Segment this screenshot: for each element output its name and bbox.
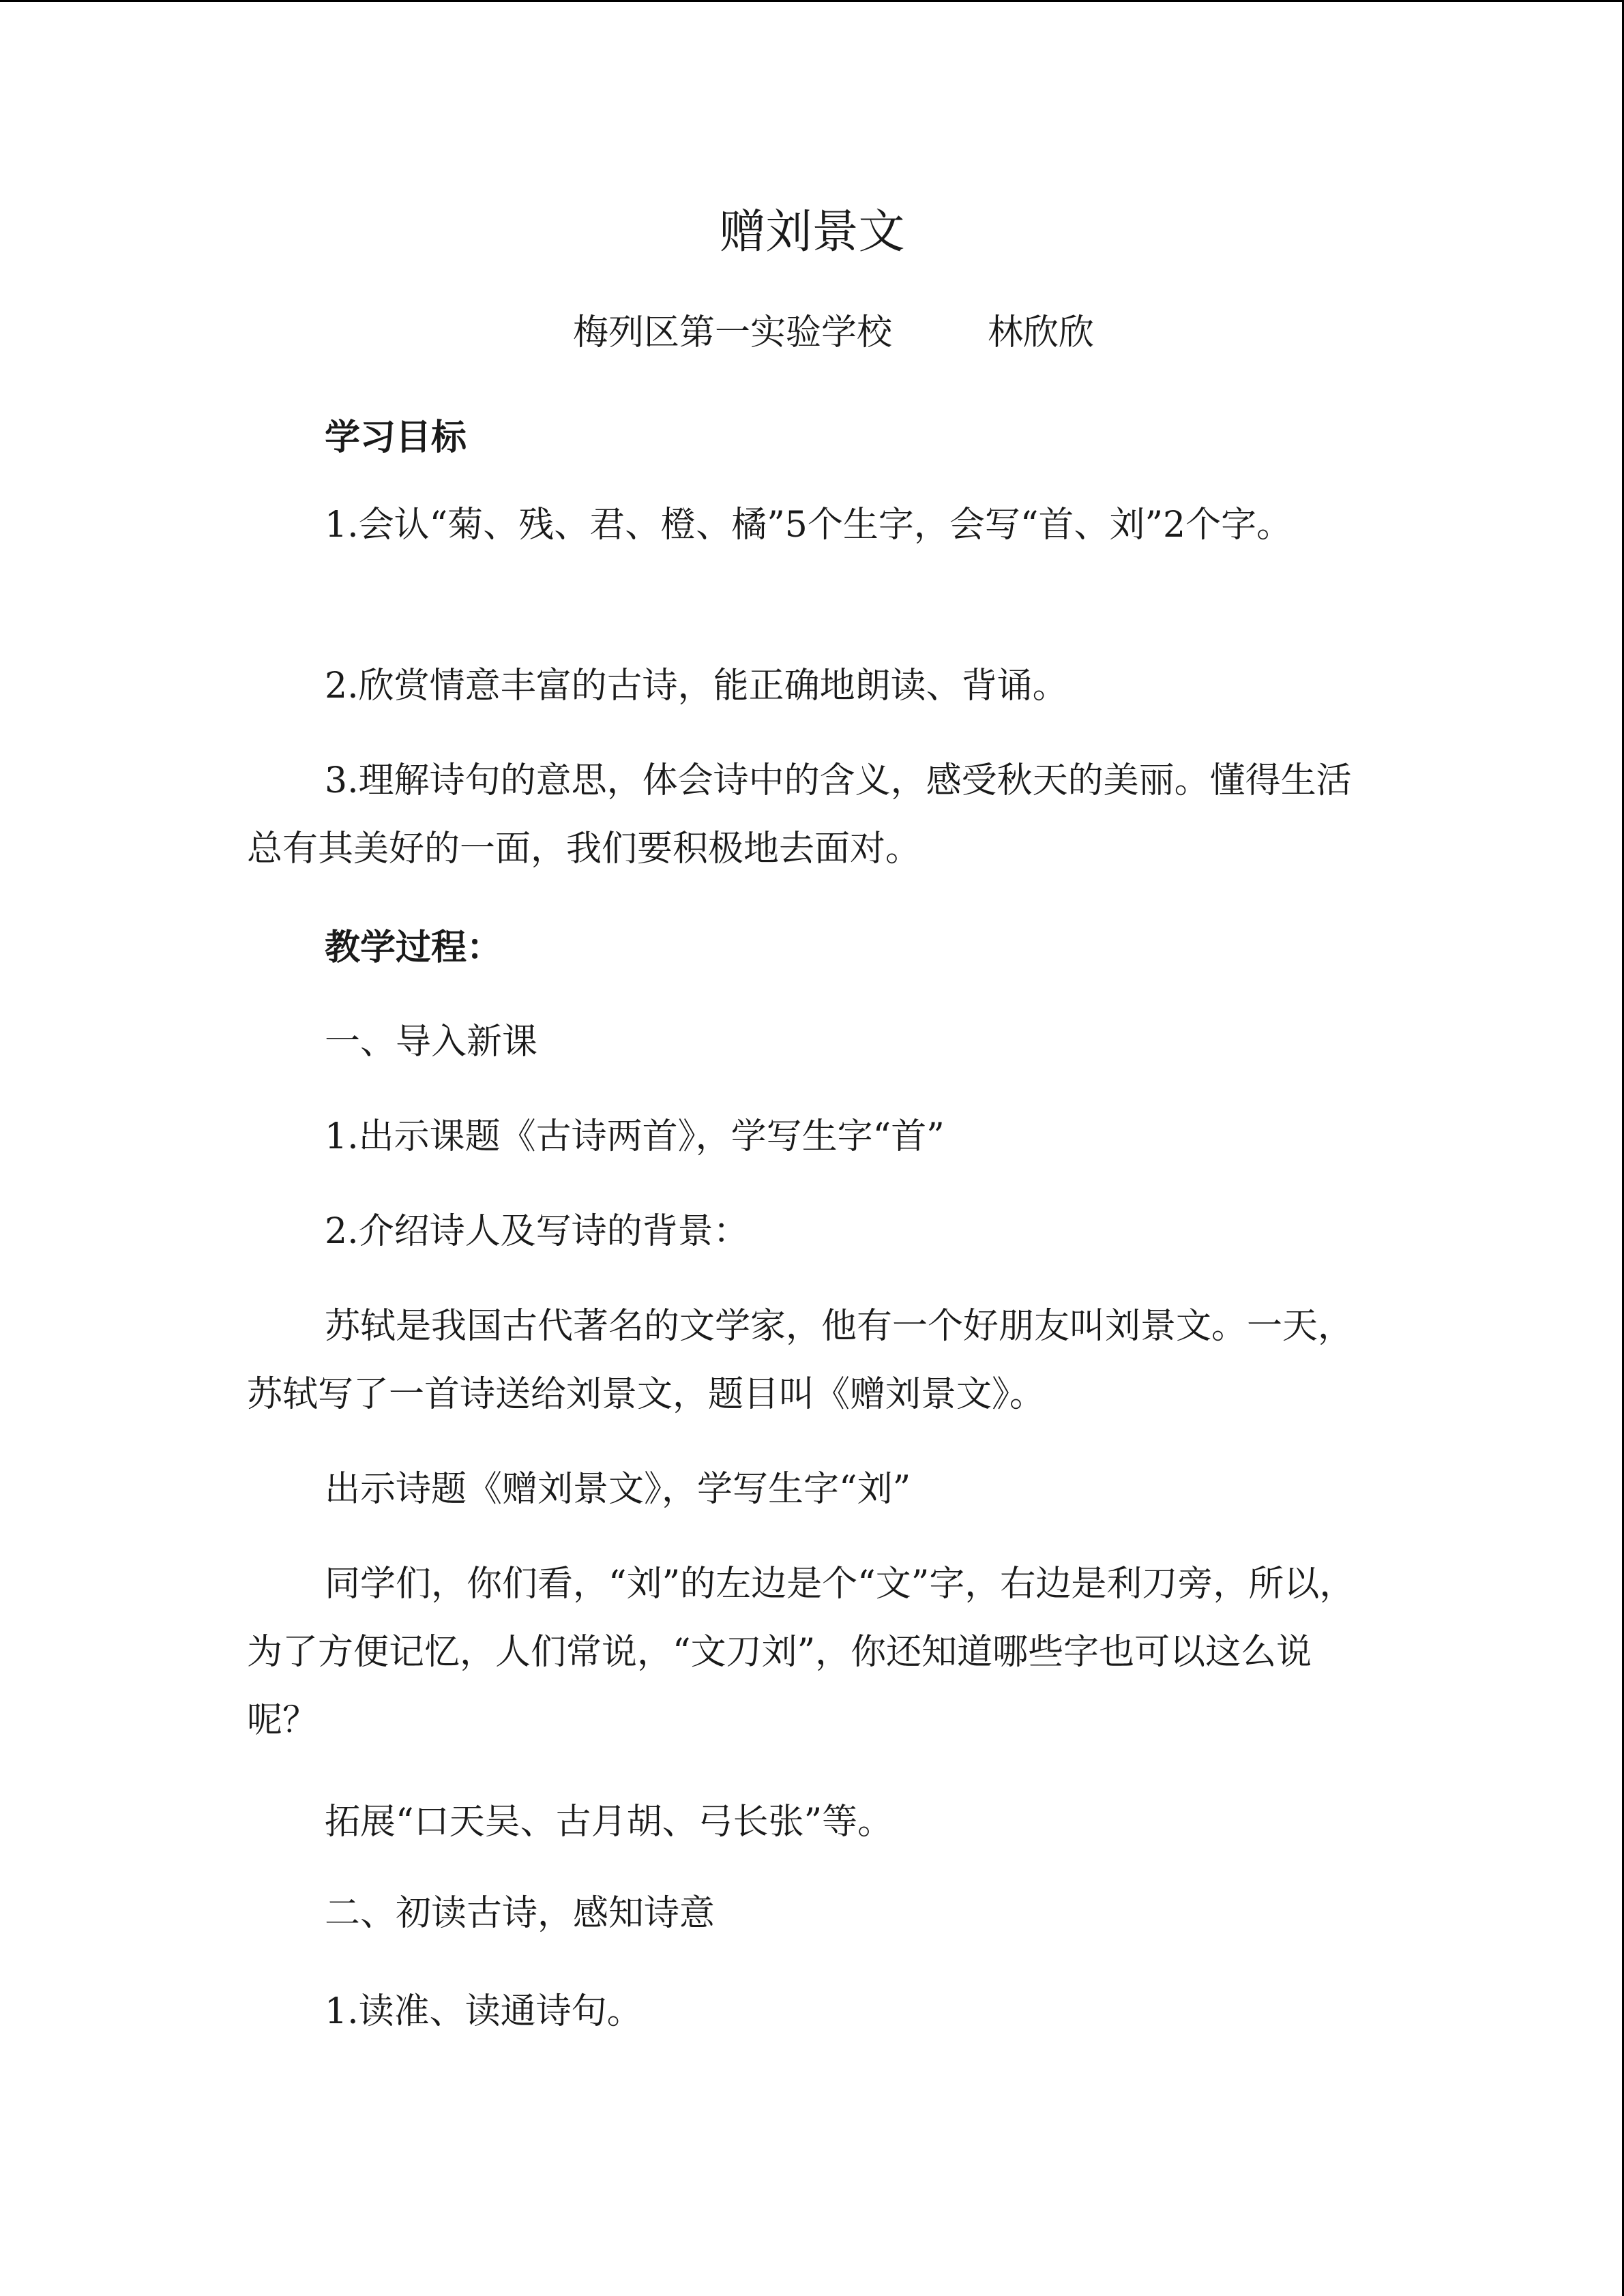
objective-1: 1.会认“菊、残、君、橙、橘”5个生字，会写“首、刘”2个字。	[325, 505, 1293, 546]
show-title-paragraph: 出示诗题《赠刘景文》，学写生字“刘”	[325, 1469, 911, 1510]
step-heading-intro: 一、导入新课	[325, 1022, 538, 1062]
step-2: 2.介绍诗人及写诗的背景：	[325, 1211, 749, 1252]
step-1: 1.出示课题《古诗两首》，学写生字“首”	[325, 1116, 945, 1157]
background-paragraph: 苏轼是我国古代著名的文学家，他有一个好朋友叫刘景文。一天，苏轼写了一首诗送给刘景文，题目叫《赠刘景文》。	[247, 1306, 1354, 1415]
objective-2: 2.欣赏情意丰富的古诗，能正确地朗读、背诵。	[325, 666, 1068, 706]
byline	[573, 305, 1094, 360]
step-heading-first-reading: 二、初读古诗，感知诗意	[325, 1893, 715, 1934]
character-explanation-paragraph: 同学们，你们看，“刘”的左边是个“文”字，右边是利刀旁，所以，为了方便记忆，人们常说，“文刀刘”，你还知道哪些字也可以这么说呢？	[247, 1564, 1355, 1741]
extension-paragraph: 拓展“口天吴、古月胡、弓长张”等。	[325, 1802, 894, 1843]
document-title: 赠刘景文	[719, 205, 905, 259]
school-name: 梅列区第一实验学校	[573, 312, 893, 353]
section-heading-objectives: 学习目标	[325, 417, 467, 458]
objective-3: 3.理解诗句的意思，体会诗中的含义，感受秋天的美丽。懂得生活总有其美好的一面，我们要积极地去面对。	[247, 760, 1352, 869]
section-heading-process: 教学过程：	[325, 927, 503, 968]
reading-step-1: 1.读准、读通诗句。	[325, 1991, 643, 2032]
author-name: 林欣欣	[988, 312, 1095, 353]
